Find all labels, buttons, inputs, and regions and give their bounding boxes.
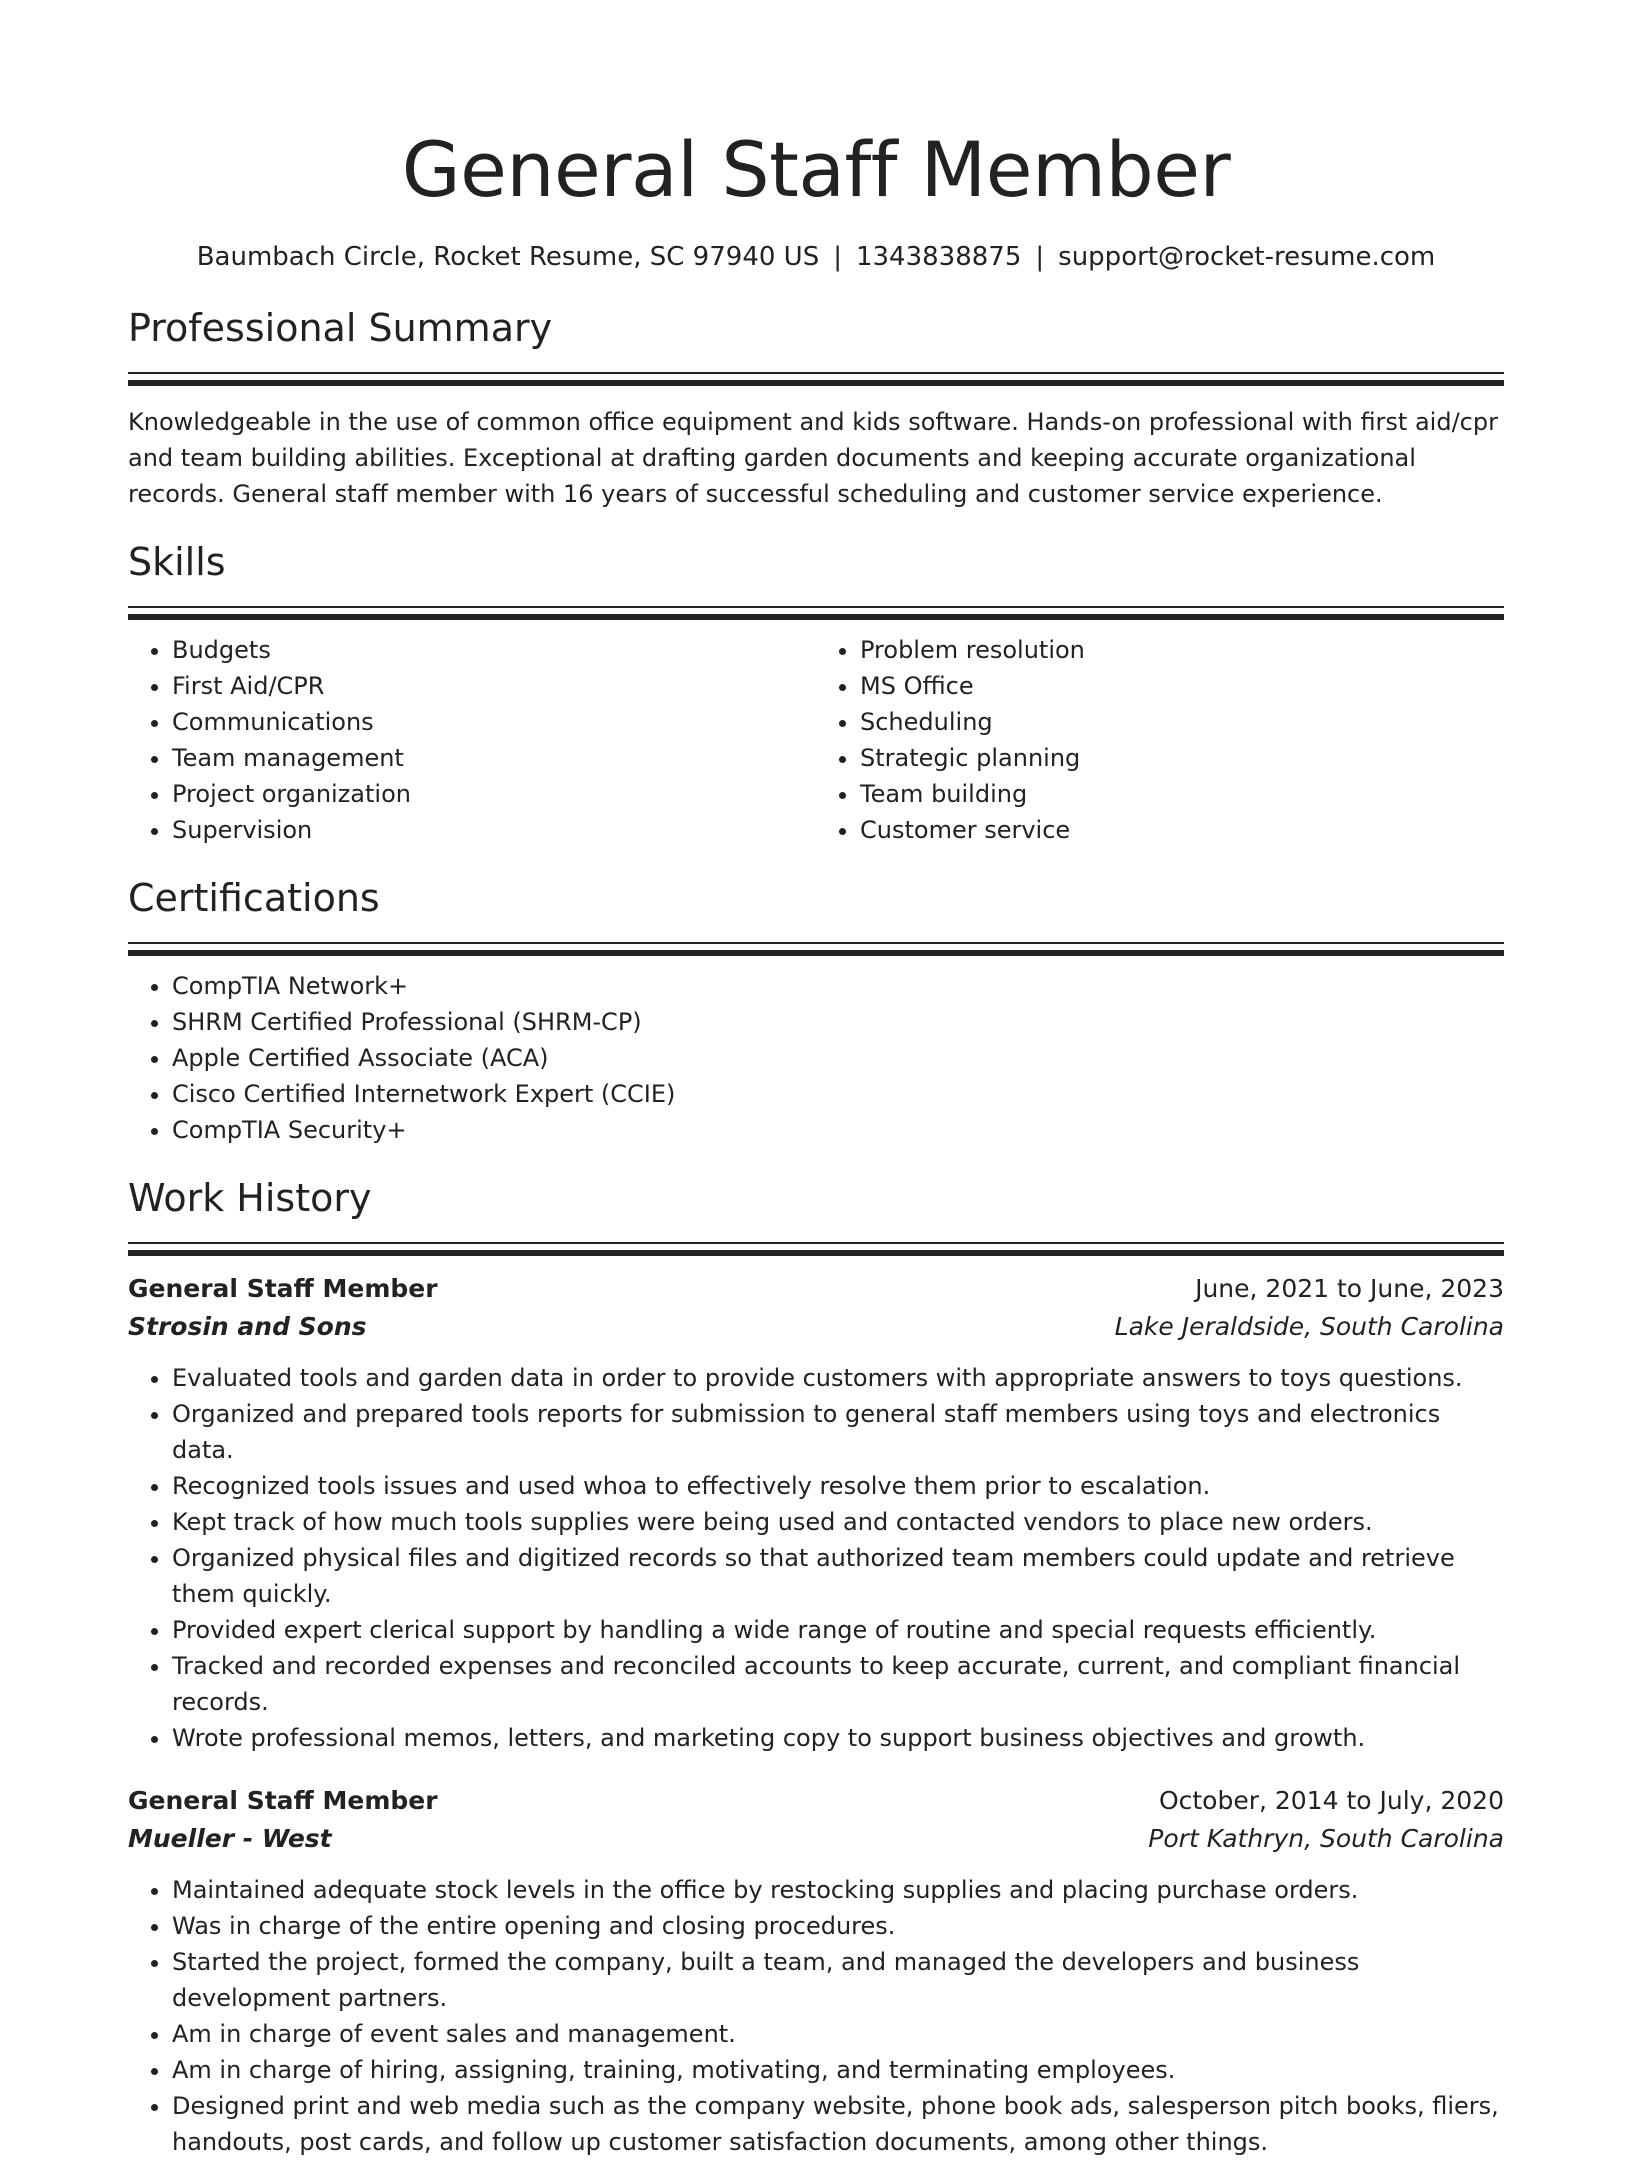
summary-section	[128, 304, 1504, 512]
contact-address: Baumbach Circle, Rocket Resume, SC 97940 US	[196, 242, 820, 272]
skill-item: • MS Office	[860, 668, 1504, 704]
skill-item: • Project organization	[172, 776, 816, 812]
work-history-section	[128, 1174, 1504, 2160]
job-company: Strosin and Sons	[128, 1312, 367, 1341]
job-dates: June, 2021 to June, 2023	[1195, 1274, 1504, 1303]
certification-item: • CompTIA Network+	[172, 968, 1504, 1004]
skill-item: • First Aid/CPR	[172, 668, 816, 704]
skill-item: • Strategic planning	[860, 740, 1504, 776]
job-location: Lake Jeraldside, South Carolina	[1114, 1312, 1504, 1341]
job-entry	[128, 1782, 1504, 2160]
job-duties-list	[128, 1360, 1504, 1756]
skill-item: • Scheduling	[860, 704, 1504, 740]
skill-item: • Communications	[172, 704, 816, 740]
job-duty: • Maintained adequate stock levels in the office by restocking supplies and placing purchase orders.	[172, 1872, 1504, 1908]
certification-item: • Cisco Certified Internetwork Expert (CCIE)	[172, 1076, 1504, 1112]
section-divider	[128, 372, 1504, 386]
section-title-summary: Professional Summary	[128, 306, 553, 350]
resume-name: General Staff Member	[401, 125, 1231, 214]
section-title-skills: Skills	[128, 540, 226, 584]
job-duty: • Evaluated tools and garden data in order to provide customers with appropriate answers to toys questions.	[172, 1360, 1504, 1396]
skills-column-right	[816, 632, 1504, 848]
section-title-work-history: Work History	[128, 1176, 372, 1220]
skill-item: • Budgets	[172, 632, 816, 668]
skill-item: • Team management	[172, 740, 816, 776]
section-divider	[128, 942, 1504, 956]
section-title-certifications: Certifications	[128, 876, 380, 920]
contact-separator: |	[1035, 242, 1045, 272]
section-divider	[128, 606, 1504, 620]
job-entry	[128, 1270, 1504, 1756]
skill-item: • Customer service	[860, 812, 1504, 848]
job-duty: • Organized physical files and digitized records so that authorized team members could update and retrieve them quickly.	[172, 1540, 1504, 1612]
job-duty: • Am in charge of event sales and management.	[172, 2016, 1504, 2052]
job-duty: • Was in charge of the entire opening and closing procedures.	[172, 1908, 1504, 1944]
contact-phone: 1343838875	[855, 242, 1022, 272]
certification-item: • Apple Certified Associate (ACA)	[172, 1040, 1504, 1076]
section-divider	[128, 1242, 1504, 1256]
job-company: Mueller - West	[128, 1824, 332, 1853]
job-duty: • Provided expert clerical support by handling a wide range of routine and special requests efficiently.	[172, 1612, 1504, 1648]
contact-line	[128, 240, 1504, 274]
job-subheader	[128, 1820, 1504, 1858]
certification-item: • CompTIA Security+	[172, 1112, 1504, 1148]
job-title: General Staff Member	[128, 1274, 438, 1303]
job-location: Port Kathryn, South Carolina	[1148, 1824, 1504, 1853]
job-dates: October, 2014 to July, 2020	[1158, 1786, 1504, 1815]
certifications-list	[128, 968, 1504, 1148]
job-duty: • Designed print and web media such as the company website, phone book ads, salesperson pitch books, fliers, handouts, post cards, and follow up customer satisfaction documents, among other things.	[172, 2088, 1504, 2160]
skill-item: • Supervision	[172, 812, 816, 848]
job-header	[128, 1270, 1504, 1308]
job-duty: • Organized and prepared tools reports for submission to general staff members using toys and electronics data.	[172, 1396, 1504, 1468]
certification-item: • SHRM Certified Professional (SHRM-CP)	[172, 1004, 1504, 1040]
job-subheader	[128, 1308, 1504, 1346]
job-title: General Staff Member	[128, 1786, 438, 1815]
contact-email: support@rocket-resume.com	[1058, 242, 1436, 272]
certifications-section	[128, 874, 1504, 1148]
job-duties-list	[128, 1872, 1504, 2160]
job-duty: • Kept track of how much tools supplies were being used and contacted vendors to place new orders.	[172, 1504, 1504, 1540]
job-duty: • Am in charge of hiring, assigning, training, motivating, and terminating employees.	[172, 2052, 1504, 2088]
job-duty: • Started the project, formed the company, built a team, and managed the developers and business development partners.	[172, 1944, 1504, 2016]
skill-item: • Team building	[860, 776, 1504, 812]
skills-columns	[128, 632, 1504, 848]
skills-column-left	[128, 632, 816, 848]
summary-text: Knowledgeable in the use of common office equipment and kids software. Hands-on professional with first aid/cpr and team building abilities. Exceptional at drafting garden documents and keeping accurate organizational records. General staff member with 16 years of successful scheduling and customer service experience.	[128, 408, 1498, 508]
skills-section	[128, 538, 1504, 848]
job-duty: • Tracked and recorded expenses and reconciled accounts to keep accurate, current, and compliant financial records.	[172, 1648, 1504, 1720]
skill-item: • Problem resolution	[860, 632, 1504, 668]
job-duty: • Recognized tools issues and used whoa to effectively resolve them prior to escalation.	[172, 1468, 1504, 1504]
job-header	[128, 1782, 1504, 1820]
job-duty: • Wrote professional memos, letters, and marketing copy to support business objectives and growth.	[172, 1720, 1504, 1756]
contact-separator: |	[833, 242, 842, 272]
